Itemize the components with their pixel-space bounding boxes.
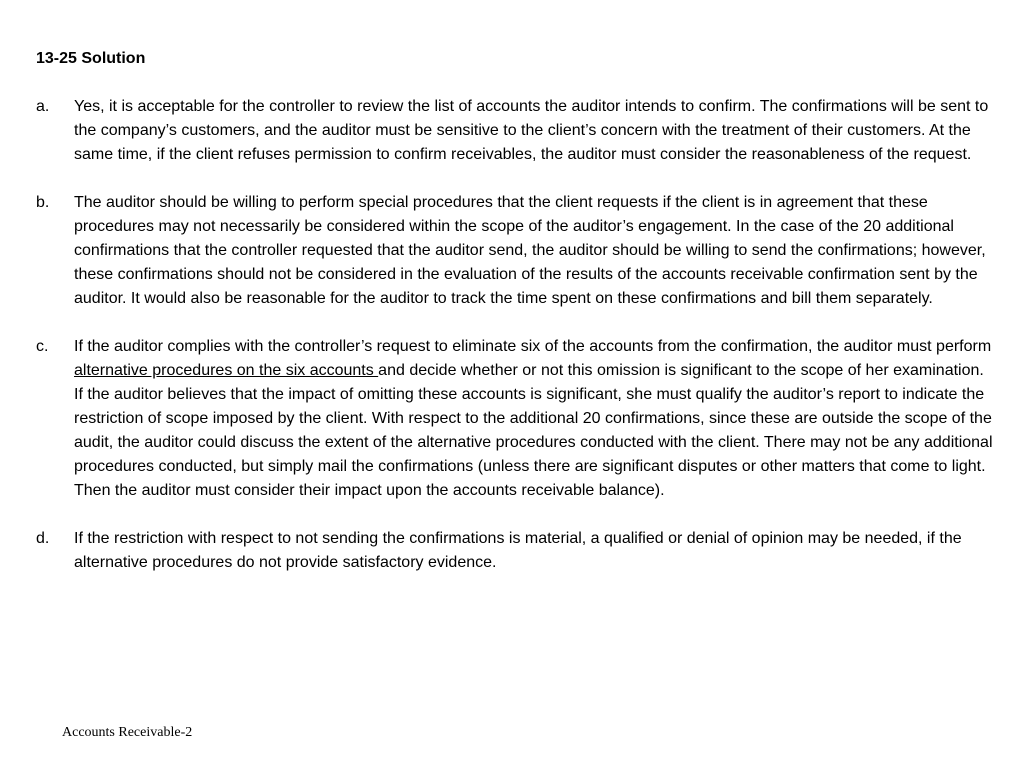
item-marker: a. [36,98,50,115]
page-title: 13-25 Solution [36,50,146,67]
item-text-underlined: alternative procedures on the six accounts [74,362,379,379]
item-text: The auditor should be willing to perform special procedures that the client requests if the client is in agreement that these procedures may not necessarily be considered within the scope of the auditor’s engagement. In the case of the 20 additional confirmations that the controller requested that the auditor send, the auditor should be willing to send the confirmations; however, these confirmations should not be considered in the evaluation of the results of the accounts receivable confirmation sent by the auditor. It would also be reasonable for the auditor to track the time spent on these confirmations and bill them separately. [74,194,986,307]
item-text-after: and decide whether or not this omission is significant to the scope of her examination. If the auditor believes that the impact of omitting these accounts is significant, she must qualify the auditor’s report to indicate the restriction of scope imposed by the client. With respect to the additional 20 confirmations, since these are outside the scope of the audit, the auditor could discuss the extent of the alternative procedures conducted with the client. There may not be any additional procedures conducted, but simply mail the confirmations (unless there are significant disputes or other matters that come to light. Then the auditor must consider their impact upon the accounts receivable balance). [74,362,993,499]
item-text: Yes, it is acceptable for the controller to review the list of accounts the auditor intends to confirm. The confirmations will be sent to the company’s customers, and the auditor must be sensitive to the client’s concern with the treatment of their customers. At the same time, if the client refuses permission to confirm receivables, the auditor must consider the reasonableness of the request. [74,98,989,163]
list-item-d [36,527,996,575]
item-text-before: If the auditor complies with the controller’s request to eliminate six of the accounts from the confirmation, the auditor must perform [74,338,992,355]
solution-list [36,95,996,599]
item-marker: d. [36,530,50,547]
item-text: If the restriction with respect to not sending the confirmations is material, a qualified or denial of opinion may be needed, if the alternative procedures do not provide satisfactory evidence. [74,530,962,571]
list-item-c [36,335,996,503]
item-marker: b. [36,194,50,211]
list-item-a [36,95,996,167]
slide-footer: Accounts Receivable-2 [62,725,193,740]
list-item-b [36,191,996,311]
item-marker: c. [36,338,49,355]
